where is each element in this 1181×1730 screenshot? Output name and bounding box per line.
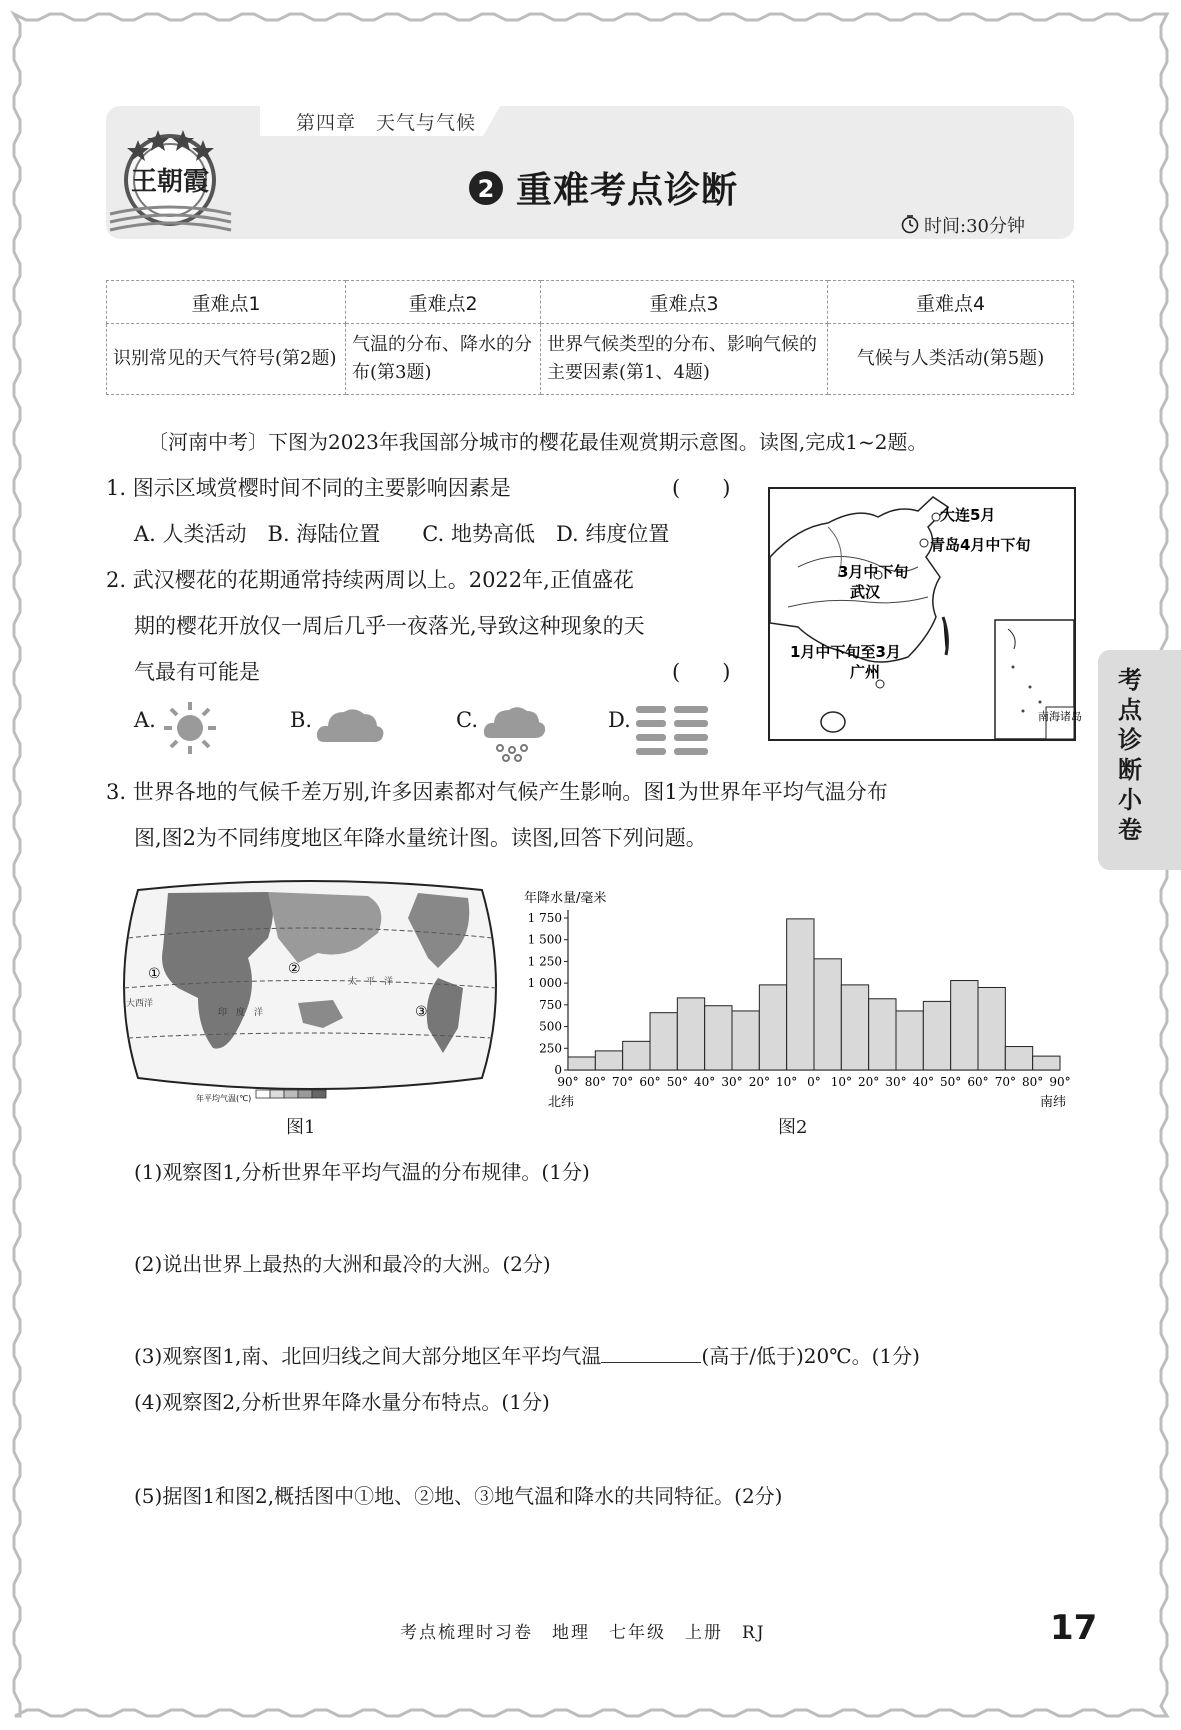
- x-tick-label: 10°: [776, 1075, 798, 1089]
- y-tick-label: 500: [539, 1019, 562, 1034]
- x-tick-label: 90°: [557, 1075, 579, 1089]
- x-tick-label: 20°: [748, 1075, 770, 1089]
- clock-icon: [900, 214, 920, 234]
- x-tick-label: 40°: [694, 1075, 716, 1089]
- q1-answer-paren[interactable]: ( ): [672, 476, 731, 500]
- x-right-label: 南纬: [1040, 1095, 1067, 1110]
- bar: [595, 1051, 622, 1070]
- wuhan-time-label: 3月中下旬: [838, 563, 909, 581]
- bar: [705, 1006, 732, 1070]
- q2-option-d-label: D.: [608, 708, 631, 732]
- dalian-label: 大连5月: [940, 506, 996, 524]
- q2-line3: 气最有可能是: [134, 660, 260, 684]
- x-tick-label: 40°: [912, 1075, 934, 1089]
- q2-answer-paren[interactable]: ( ): [672, 660, 731, 684]
- key-point-header: 重难点1: [107, 281, 346, 324]
- precipitation-bar-chart: [518, 890, 1078, 1110]
- key-points-table: [106, 280, 1074, 395]
- y-tick-label: 1 250: [527, 954, 562, 969]
- bar: [869, 999, 896, 1070]
- key-point-header: 重难点2: [346, 281, 541, 324]
- x-tick-label: 60°: [967, 1075, 989, 1089]
- legend-title: 年平均气温(℃): [196, 1094, 252, 1103]
- q2-line1: 2. 武汉樱花的花期通常持续两周以上。2022年,正值盛花: [106, 568, 634, 592]
- x-tick-label: 50°: [940, 1075, 962, 1089]
- q3-sub5: (5)据图1和图2,概括图中①地、②地、③地气温和降水的共同特征。(2分): [134, 1484, 783, 1508]
- q3-sub1: (1)观察图1,分析世界年平均气温的分布规律。(1分): [134, 1160, 590, 1184]
- key-point-header: 重难点3: [541, 281, 828, 324]
- q3-sub3-text-a: (3)观察图1,南、北回归线之间大部分地区年平均气温: [134, 1344, 602, 1368]
- x-tick-label: 80°: [1022, 1075, 1044, 1089]
- indian-label: 印 度 洋: [218, 1008, 264, 1018]
- q2-line2: 期的樱花开放仅一周后几乎一夜落光,导致这种现象的天: [134, 614, 645, 638]
- x-tick-label: 50°: [666, 1075, 688, 1089]
- side-tab-label: 考点诊断小卷: [1118, 666, 1142, 844]
- x-tick-label: 30°: [885, 1075, 907, 1089]
- x-tick-label: 60°: [639, 1075, 661, 1089]
- x-tick-label: 0°: [807, 1075, 821, 1089]
- y-tick-label: 250: [539, 1041, 562, 1056]
- y-tick-label: 0: [554, 1063, 562, 1077]
- marker-3: ③: [415, 1004, 428, 1020]
- wuhan-label: 武汉: [850, 583, 881, 601]
- q3-line1: 3. 世界各地的气候千差万别,许多因素都对气候产生影响。图1为世界年平均气温分布: [106, 780, 888, 804]
- y-axis-label: 年降水量/毫米: [524, 891, 607, 906]
- time-limit: 时间:30分钟: [924, 216, 1025, 237]
- key-point-cell: 气温的分布、降水的分布(第3题): [346, 324, 541, 395]
- inset-label: 南海诸岛: [1038, 710, 1082, 723]
- y-tick-label: 1 000: [527, 976, 562, 991]
- guangzhou-time-label: 1月中下旬至3月: [790, 643, 901, 661]
- x-tick-label: 70°: [994, 1075, 1016, 1089]
- q1-stem: 1. 图示区域赏樱时间不同的主要影响因素是: [106, 476, 511, 500]
- page-title: 重难考点诊断: [516, 170, 739, 211]
- bar: [787, 919, 814, 1070]
- q3-sub3: [134, 1342, 920, 1370]
- q2-option-a-label: A.: [134, 708, 156, 732]
- y-tick-label: 1 750: [527, 911, 562, 925]
- section-number: 2: [477, 175, 495, 203]
- section-number-badge: [468, 170, 504, 206]
- q3-sub3-answer-blank[interactable]: [601, 1342, 701, 1363]
- q3-sub3-text-b: (高于/低于)20℃。(1分): [701, 1344, 920, 1368]
- figure-1-caption: 图1: [286, 1117, 316, 1138]
- key-point-cell: 识别常见的天气符号(第2题): [107, 324, 346, 395]
- world-temperature-map: [118, 878, 502, 1104]
- marker-2: ②: [288, 961, 301, 977]
- china-cherry-blossom-map: [768, 487, 1082, 741]
- bar: [677, 998, 704, 1070]
- x-left-label: 北纬: [548, 1095, 575, 1110]
- guangzhou-label: 广州: [850, 663, 881, 681]
- chapter-label: 第四章 天气与气候: [296, 112, 477, 134]
- bar: [568, 1057, 595, 1070]
- q2-option-c-label: C.: [456, 708, 478, 732]
- bar: [623, 1041, 650, 1070]
- bar: [923, 1001, 950, 1070]
- bar: [650, 1013, 677, 1070]
- sun-icon: [160, 700, 220, 756]
- x-tick-label: 10°: [830, 1075, 852, 1089]
- x-tick-label: 70°: [612, 1075, 634, 1089]
- brand-logo: [108, 122, 233, 242]
- bar: [814, 959, 841, 1070]
- hail-icon: [482, 700, 548, 764]
- bar: [732, 1011, 759, 1070]
- q1-options: A. 人类活动 B. 海陆位置 C. 地势高低 D. 纬度位置: [134, 522, 670, 546]
- y-tick-label: 750: [539, 997, 562, 1012]
- key-point-cell: 气候与人类活动(第5题): [828, 324, 1074, 395]
- bar: [759, 985, 786, 1070]
- cloudy-icon: [314, 702, 386, 748]
- figure-2-caption: 图2: [778, 1117, 808, 1138]
- q3-sub2: (2)说出世界上最热的大洲和最冷的大洲。(2分): [134, 1252, 551, 1276]
- footer-text: 考点梳理时习卷 地理 七年级 上册 RJ: [400, 1623, 766, 1643]
- x-tick-label: 80°: [584, 1075, 606, 1089]
- bar: [978, 987, 1005, 1070]
- bar: [951, 981, 978, 1070]
- pacific-label: 太 平 洋: [348, 977, 394, 987]
- q2-option-b-label: B.: [290, 708, 313, 732]
- q3-sub4: (4)观察图2,分析世界年降水量分布特点。(1分): [134, 1390, 550, 1414]
- bar: [1033, 1056, 1060, 1070]
- bar: [896, 1011, 923, 1070]
- bar: [841, 985, 868, 1070]
- key-point-cell: 世界气候类型的分布、影响气候的主要因素(第1、4题): [541, 324, 828, 395]
- y-tick-label: 1 500: [527, 932, 562, 947]
- x-tick-label: 30°: [721, 1075, 743, 1089]
- page-number: 17: [1050, 1608, 1098, 1648]
- atlantic-label: 大西洋: [126, 999, 154, 1009]
- bar: [1005, 1047, 1032, 1070]
- qingdao-label: 青岛4月中下旬: [930, 536, 1031, 554]
- key-point-header: 重难点4: [828, 281, 1074, 324]
- fog-icon: [634, 702, 710, 758]
- q3-line2: 图,图2为不同纬度地区年降水量统计图。读图,回答下列问题。: [134, 826, 707, 850]
- x-tick-label: 90°: [1049, 1075, 1071, 1089]
- marker-1: ①: [148, 966, 161, 982]
- question-intro: 〔河南中考〕下图为2023年我国部分城市的樱花最佳观赏期示意图。读图,完成1~2题。: [148, 430, 928, 454]
- x-tick-label: 20°: [858, 1075, 880, 1089]
- svg-text:王朝霞: 王朝霞: [130, 167, 210, 197]
